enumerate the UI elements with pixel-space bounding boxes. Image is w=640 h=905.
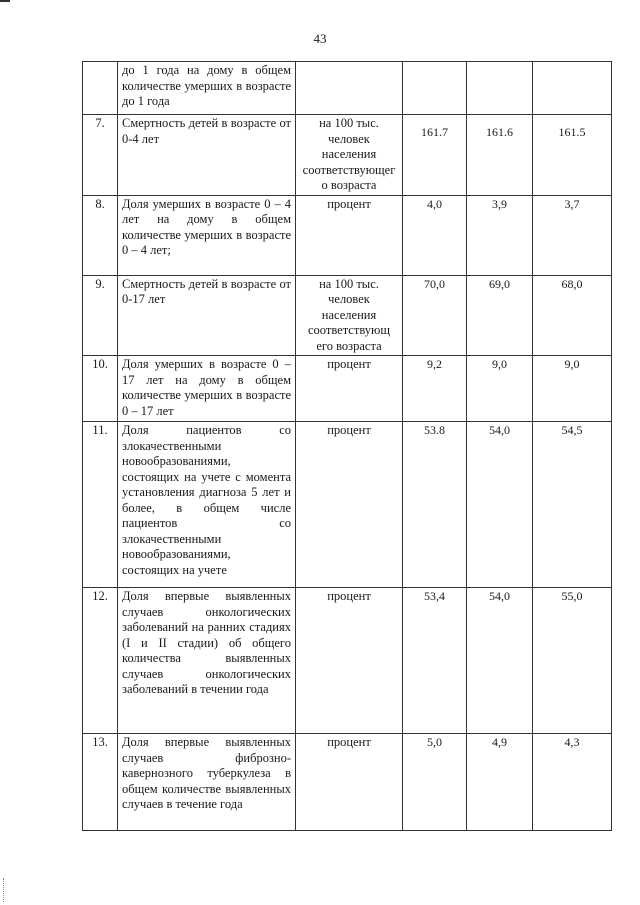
table-row [83, 195, 612, 275]
corner-mark [0, 0, 10, 2]
value-cell: 55,0 [533, 588, 612, 734]
value-cell: 53,4 [403, 588, 467, 734]
value-cell: 161.7 [403, 115, 467, 196]
value-cell: 69,0 [467, 275, 533, 356]
row-number: 8. [83, 195, 118, 275]
value-cell: 3,9 [467, 195, 533, 275]
indicator-name: Смертность детей в возрасте от 0-4 лет [118, 115, 296, 196]
value-cell: 4,0 [403, 195, 467, 275]
table-row [83, 356, 612, 422]
table-row [83, 115, 612, 196]
indicator-name: Доля умерших в возрасте 0 – 17 лет на дому в общем количестве умерших в возрасте 0 – 17 лет [118, 356, 296, 422]
value-cell: 161.6 [467, 115, 533, 196]
value-cell: 54,0 [467, 422, 533, 588]
page-number: 43 [313, 31, 327, 46]
value-cell: 3,7 [533, 195, 612, 275]
row-number: 11. [83, 422, 118, 588]
value-cell: 9,2 [403, 356, 467, 422]
unit-cell: на 100 тыс. человек населения соответствующег о возраста [296, 115, 403, 196]
indicator-name: до 1 года на дому в общем количестве умерших в возрасте до 1 года [118, 62, 296, 115]
table-row [83, 275, 612, 356]
value-cell: 53.8 [403, 422, 467, 588]
unit-cell: процент [296, 422, 403, 588]
indicator-name: Доля впервые выявленных случаев фиброзно-кавернозного туберкулеза в общем количестве выявленных случаев в течение года [118, 734, 296, 831]
unit-cell [296, 62, 403, 115]
row-number [83, 62, 118, 115]
value-cell: 161.5 [533, 115, 612, 196]
value-cell [403, 62, 467, 115]
indicator-name: Доля умерших в возрасте 0 – 4 лет на дому в общем количестве умерших в возрасте 0 – 4 лет; [118, 195, 296, 275]
value-cell [533, 62, 612, 115]
row-number: 12. [83, 588, 118, 734]
unit-cell: процент [296, 734, 403, 831]
row-number: 9. [83, 275, 118, 356]
row-number: 13. [83, 734, 118, 831]
table-row [83, 62, 612, 115]
value-cell: 9,0 [467, 356, 533, 422]
row-number: 10. [83, 356, 118, 422]
scan-edge-mark [3, 878, 5, 902]
value-cell: 54,0 [467, 588, 533, 734]
value-cell: 5,0 [403, 734, 467, 831]
value-cell: 9,0 [533, 356, 612, 422]
indicator-name: Доля впервые выявленных случаев онкологических заболеваний на ранних стадиях (I и II стадии) об общего количества выявленных случаев онкологических заболеваний в течении года [118, 588, 296, 734]
value-cell: 4,9 [467, 734, 533, 831]
table-row [83, 422, 612, 588]
value-cell [467, 62, 533, 115]
indicators-table [82, 61, 612, 831]
indicator-name: Доля пациентов со злокачественными новообразованиями, состоящих на учете с момента установления диагноза 5 лет и более, в общем числе пациентов со злокачественными новообразованиями, состоящих на учете [118, 422, 296, 588]
table-row [83, 734, 612, 831]
value-cell: 68,0 [533, 275, 612, 356]
value-cell: 4,3 [533, 734, 612, 831]
value-cell: 54,5 [533, 422, 612, 588]
unit-cell: процент [296, 356, 403, 422]
value-cell: 70,0 [403, 275, 467, 356]
unit-cell: на 100 тыс. человек населения соответствующ его возраста [296, 275, 403, 356]
indicator-name: Смертность детей в возрасте от 0-17 лет [118, 275, 296, 356]
row-number: 7. [83, 115, 118, 196]
unit-cell: процент [296, 588, 403, 734]
table-row [83, 588, 612, 734]
unit-cell: процент [296, 195, 403, 275]
